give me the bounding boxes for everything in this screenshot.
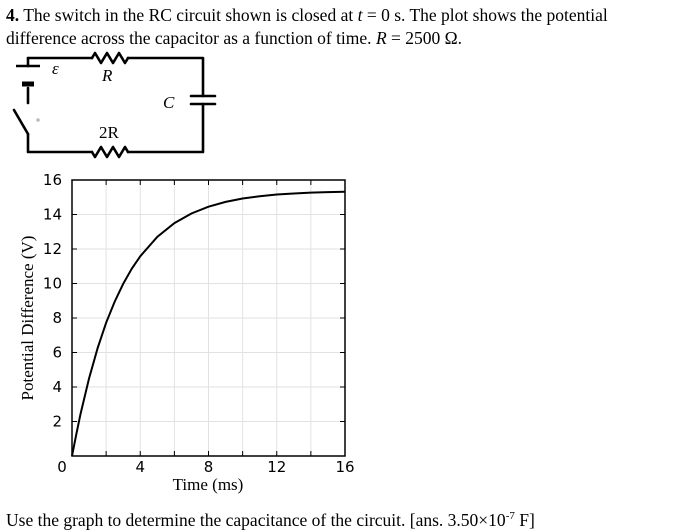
y-tick-label: 6 — [52, 343, 62, 362]
answer-unit: F] — [514, 509, 535, 530]
x-tick-label: 16 — [335, 458, 355, 476]
x-tick-label: 4 — [135, 458, 146, 476]
bottom-wire-left — [28, 134, 92, 152]
chart-grid — [72, 180, 345, 456]
resistor-bottom — [92, 147, 128, 157]
equals-sign: = — [362, 5, 382, 25]
question-text — [6, 505, 696, 531]
question-body: Use the graph to determine the capacitance of the circuit. [ans. 3.50×10 — [6, 509, 506, 530]
resistor-bottom-label: 2R — [99, 123, 119, 142]
resistance-value: = 2500 Ω. — [386, 28, 463, 48]
switch-lever — [14, 110, 28, 134]
chart-tick-labels — [43, 171, 355, 476]
capacitor-label: C — [163, 93, 175, 112]
top-wire-right — [128, 58, 203, 96]
x-tick-label: 0 — [57, 458, 67, 476]
emf-label: ε — [52, 59, 59, 78]
answer-exponent: -7 — [505, 510, 515, 522]
problem-text-1b: 0 s. The plot shows the potential — [381, 5, 608, 25]
y-tick-label: 12 — [42, 240, 62, 258]
voltage-time-chart — [0, 160, 370, 500]
resistance-variable: R — [375, 28, 387, 48]
y-axis-label: Potential Difference (V) — [18, 235, 37, 401]
x-tick-label: 12 — [267, 458, 287, 476]
problem-number: 4. — [6, 5, 20, 25]
problem-text-2: difference across the capacitor as a function of time. — [6, 28, 376, 48]
y-tick-label: 2 — [52, 412, 62, 431]
problem-statement — [6, 4, 694, 50]
y-tick-label: 8 — [52, 309, 62, 327]
x-axis-label: Time (ms) — [172, 475, 244, 494]
rc-circuit-diagram — [0, 48, 230, 160]
y-tick-label: 14 — [42, 205, 62, 224]
y-tick-label: 4 — [52, 378, 62, 396]
x-tick-label: 8 — [203, 458, 214, 476]
switch-contact — [36, 118, 40, 122]
problem-text-1: The switch in the RC circuit shown is closed at — [23, 5, 358, 25]
y-tick-label: 10 — [42, 274, 62, 293]
y-tick-label: 16 — [42, 171, 62, 189]
resistor-top-label: R — [102, 66, 113, 85]
resistor-top — [92, 53, 128, 63]
time-variable: t — [357, 5, 363, 25]
